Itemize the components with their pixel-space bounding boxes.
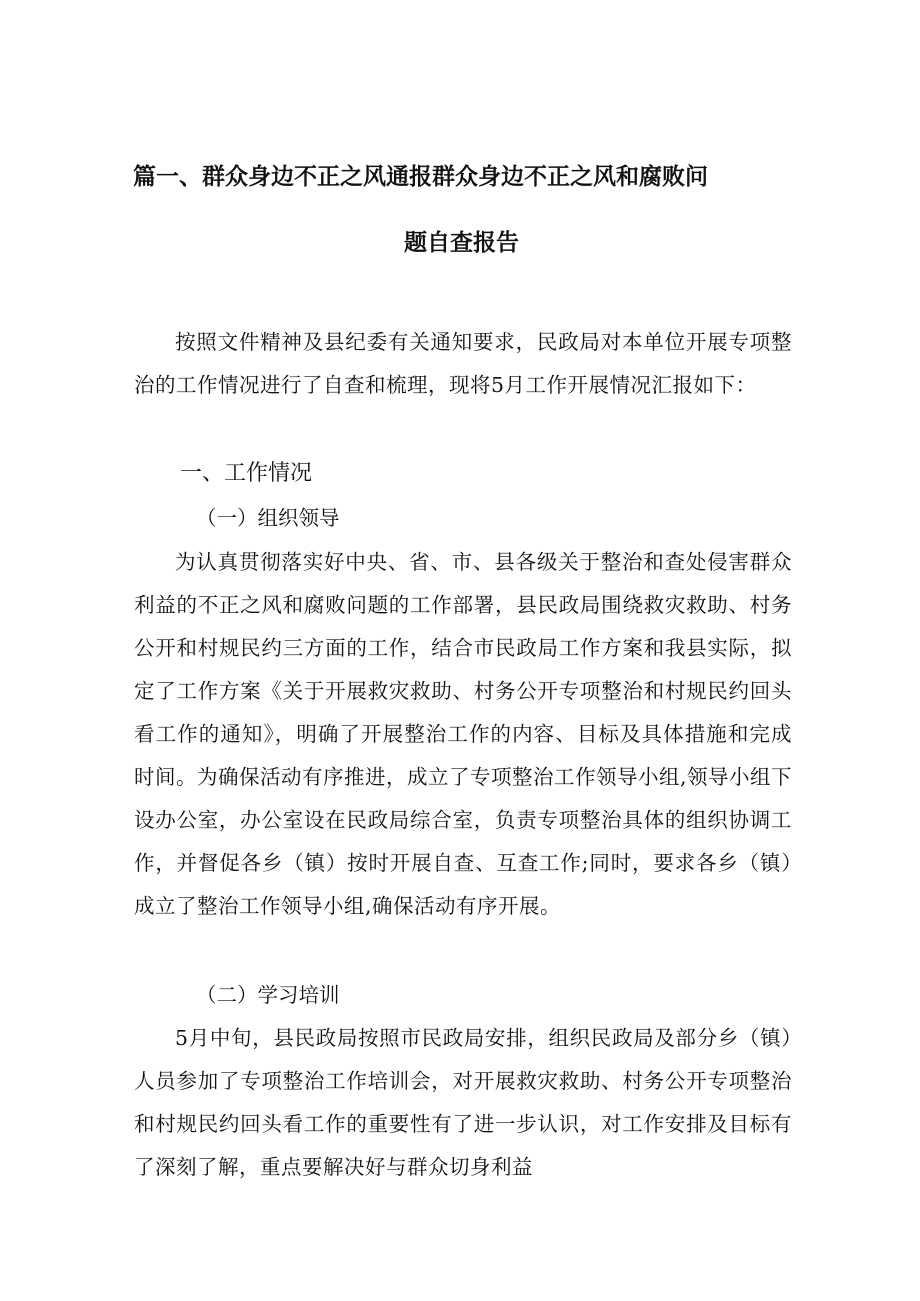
organization-paragraph: 为认真贯彻落实好中央、省、市、县各级关于整治和查处侵害群众利益的不正之风和腐败问题的工作部署，县民政局围绕救灾救助、村务公开和村规民约三方面的工作，结合市民政局工作方案和我县实际，拟定了工作方案《关于开展救灾救助、村务公开专项整治和村规民约回头看工作的通知》，明确了开展整治工作的内容、目标及具体措施和完成时间。为确保活动有序推进，成立了专项整治工作领导小组,领导小组下设办公室，办公室设在民政局综合室，负责专项整治具体的组织协调工作，并督促各乡（镇）按时开展自查、互查工作;同时，要求各乡（镇）成立了整治工作领导小组,确保活动有序开展。 bbox=[134, 550, 793, 918]
subsection-heading-organization: （一）组织领导 bbox=[196, 506, 340, 530]
training-paragraph: 5月中旬，县民政局按照市民政局安排，组织民政局及部分乡（镇）人员参加了专项整治工作培训会，对开展救灾救助、村务公开专项整治和村规民约回头看工作的重要性有了进一步认识，对工作安排及目标有了深刻了解，重点要解决好与群众切身利益 bbox=[134, 1026, 792, 1179]
subsection-heading-training: （二）学习培训 bbox=[196, 983, 340, 1007]
intro-paragraph: 按照文件精神及县纪委有关通知要求，民政局对本单位开展专项整治的工作情况进行了自查和梳理，现将5月工作开展情况汇报如下： bbox=[134, 330, 792, 397]
document-title-line-1: 篇一、群众身边不正之风通报群众身边不正之风和腐败问 bbox=[133, 164, 708, 190]
section-heading-work-status: 一、工作情况 bbox=[180, 461, 313, 486]
document-title-line-2: 题自查报告 bbox=[404, 230, 519, 256]
